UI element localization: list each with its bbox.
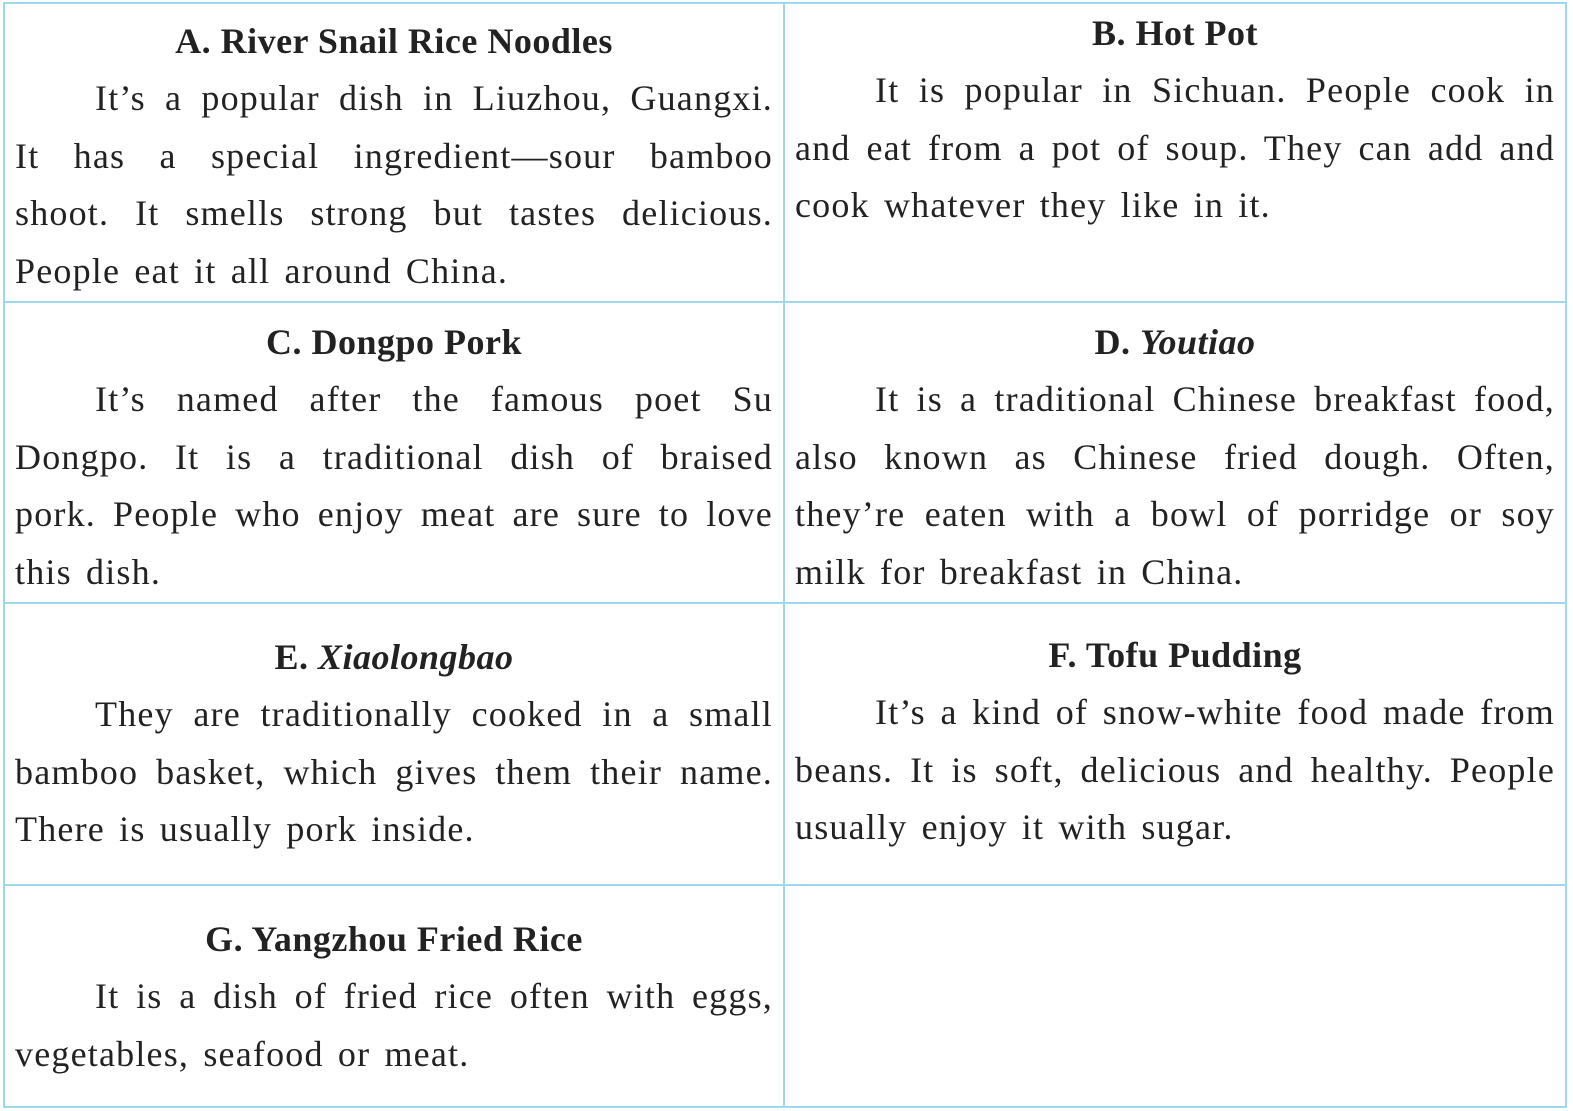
dish-name: River Snail Rice Noodles [220, 21, 613, 61]
dish-letter: E. [274, 637, 309, 677]
dish-name: Youtiao [1139, 322, 1256, 362]
dish-description: It’s a popular dish in Liuzhou, Guangxi. It has a special ingredient—sour bamboo shoot. It smells strong but tastes delicious. People eat it all around China. [15, 78, 773, 291]
dish-letter: B. [1092, 13, 1127, 53]
dish-title [795, 8, 1555, 58]
dish-cell-a [4, 3, 784, 302]
dish-name: Hot Pot [1135, 13, 1258, 53]
dish-letter: C. [265, 322, 302, 362]
dish-title [795, 630, 1555, 680]
food-table [3, 2, 1567, 1108]
dish-name: Xiaolongbao [317, 637, 514, 677]
table-row [4, 3, 1566, 302]
dish-cell-b [784, 3, 1566, 302]
dish-name: Tofu Pudding [1085, 635, 1302, 675]
dish-title [15, 16, 773, 66]
dish-cell-c [4, 302, 784, 603]
dish-name: Yangzhou Fried Rice [251, 919, 583, 959]
dish-cell-e [4, 603, 784, 885]
dish-description: It’s named after the famous poet Su Dongpo. It is a traditional dish of braised pork. People who enjoy meat are sure to love this dish. [15, 379, 773, 592]
dish-letter: G. [205, 919, 244, 959]
dish-cell-d [784, 302, 1566, 603]
dish-letter: D. [1094, 322, 1131, 362]
empty-cell [784, 885, 1566, 1107]
dish-title [15, 317, 773, 367]
table-row [4, 603, 1566, 885]
dish-description: It is a traditional Chinese breakfast food, also known as Chinese fried dough. Often, they’re eaten with a bowl of porridge or soy milk for breakfast in China. [795, 379, 1555, 592]
dish-title [15, 914, 773, 964]
dish-title [15, 632, 773, 682]
dish-title [795, 317, 1555, 367]
dish-description: It is popular in Sichuan. People cook in and eat from a pot of soup. They can add and cook whatever they like in it. [795, 70, 1555, 225]
dish-description: It is a dish of fried rice often with eggs, vegetables, seafood or meat. [15, 976, 773, 1074]
dish-cell-g [4, 885, 784, 1107]
table-row [4, 302, 1566, 603]
dish-description: It’s a kind of snow-white food made from beans. It is soft, delicious and healthy. People usually enjoy it with sugar. [795, 692, 1555, 847]
table-row [4, 885, 1566, 1107]
dish-cell-f [784, 603, 1566, 885]
dish-letter: A. [175, 21, 212, 61]
dish-letter: F. [1048, 635, 1078, 675]
dish-description: They are traditionally cooked in a small bamboo basket, which gives them their name. There is usually pork inside. [15, 694, 773, 849]
dish-name: Dongpo Pork [311, 322, 523, 362]
